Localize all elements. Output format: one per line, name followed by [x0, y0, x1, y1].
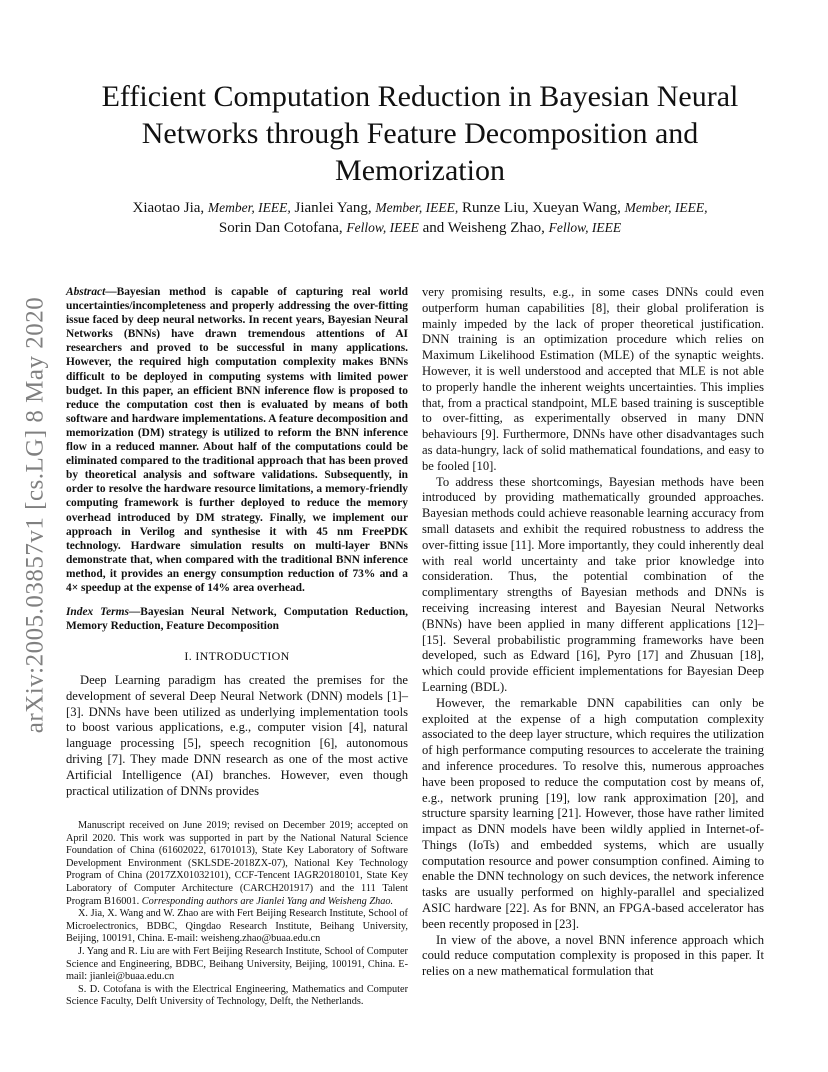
author-text: Xiaotao Jia,: [132, 200, 208, 216]
paper-title: Efficient Computation Reduction in Bayesian Neural Networks through Feature Decomposition and Memorization: [101, 80, 739, 187]
index-terms-label: Index Terms: [66, 606, 129, 619]
footnote-affiliation: S. D. Cotofana is with the Electrical Engineering, Mathematics and Computer Science Faculty, Delft University of Technology, Delft, the Netherlands.: [66, 983, 408, 1008]
body-paragraph: very promising results, e.g., in some cases DNNs could even outperform human capabilities [8], their global proliferation is mainly impeded by the lack of proper theoretical justification. DNN training is an optimization procedure which relies on Maximum Likelihood Estimation (MLE) of the synaptic weights. However, it is well understood and accepted that MLE is not able to properly handle the inherent weights uncertainties. This implies that, from a practical standpoint, MLE based training is susceptible to over-fitting, as experimentally observed in many DNN behaviours [9]. Furthermore, DNNs have other disadvantages such as data-hungry, lack of solid mathematical foundations, and easy to be fooled [10].: [422, 285, 764, 473]
author-affiliation: Member, IEEE,: [624, 200, 708, 215]
author-line-1: [70, 198, 770, 218]
body-paragraph: However, the remarkable DNN capabilities can only be exploited at the expense of a high computation complexity associated to the deep layer structure, which requires the utilization of high performance computing resources to accelerate the training and inference procedures. To resolve this, numerous approaches have been proposed to reduce the computation cost by means of, e.g., network pruning [19], low rank approximation [20], and structure sparsity learning [21]. However, those have rather limited impact as DNN models have been wildly applied in Internet-of-Things (IoTs) and embedded systems, which are usually computation resource and power consumption confined. Aiming to enable the DNN technology on such devices, the network inference tasks are usually performed on highly-parallel and specialized ASIC hardware [22]. As for BNN, an FPGA-based accelerator has been recently proposed in [23].: [422, 695, 764, 931]
arxiv-identifier: arXiv:2005.03857v1 [cs.LG] 8 May 2020: [21, 296, 48, 734]
body-paragraph: To address these shortcomings, Bayesian methods have been introduced by providing mathematically grounded approaches. Bayesian methods could achieve reasonable learning accuracy from small datasets and exhibit the required robustness to address the over-fitting issue [11]. More importantly, they could inherently deal with real world uncertainty and take prior knowledge into consideration. Thus, the potential combination of the complimentary strengths of Bayesian methods and DNNs is receiving increasing interest and Bayesian Neural Networks (BNNs) have been applied in many different applications [12]–[15]. Several probabilistic programming frameworks have been developed, such as Edward [16], Pyro [17] and Zhusuan [18], which could provide efficient implementations for Bayesian Deep Learning (BDL).: [422, 474, 764, 694]
author-affiliation: Fellow, IEEE: [346, 220, 419, 235]
index-terms-text: —Bayesian Neural Network, Computation Reduction, Memory Reduction, Feature Decomposition: [66, 606, 408, 633]
footnote-manuscript: Manuscript received on June 2019; revised on December 2019; accepted on April 2020. This work was supported in part by the National Natural Science Foundation of China (61602022, 61701013), State Key Laboratory of Software Development Environment (SKLSDE-2018ZX-07), National Key Technology Program of China (2017ZX01032101), CCF-Tencent IAGR20180101, State Key Laboratory of Computer Architecture (CARCH201917) and the 111 Talent Program B16001. Corresponding authors are Jianlei Yang and Weisheng Zhao.: [66, 820, 408, 907]
author-line-2: [70, 218, 770, 238]
footnotes: [66, 820, 408, 1009]
body-paragraph: Deep Learning paradigm has created the premises for the development of several Deep Neural Network (DNN) models [1]–[3]. DNNs have been utilized as underlying implementation tools to boost various applications, e.g., computer vision [4], natural language processing [5], speech recognition [6], autonomous driving [7]. They made DNN research as one of the most active Artificial Intelligence (AI) branches. However, even though practical utilization of DNNs provides: [66, 673, 408, 798]
right-column: [422, 285, 764, 980]
body-paragraph: In view of the above, a novel BNN inference approach which could reduce computation complexity is proposed in this paper. It relies on a new mathematical formulation that: [422, 932, 764, 979]
footnote-corresponding: Corresponding authors are Jianlei Yang and Weisheng Zhao.: [141, 895, 394, 907]
abstract-label: Abstract: [66, 286, 106, 298]
author-text: Sorin Dan Cotofana,: [218, 220, 347, 236]
footnote-affiliation: J. Yang and R. Liu are with Fert Beijing Research Institute, School of Computer Science and Engineering, BDBC, Beihang University, Beijing, 100191, China. E-mail: jianlei@buaa.edu.cn: [66, 945, 408, 983]
author-list: [70, 198, 770, 238]
author-affiliation: Member, IEEE,: [207, 200, 291, 215]
abstract-text: —Bayesian method is capable of capturing real world uncertainties/incompleteness and properly addressing the over-fitting issue faced by deep neural networks. In recent years, Bayesian Neural Networks (BNNs) have drawn tremendous attentions of AI researchers and proved to be successful in many applications. However, the required high computation complexity makes BNNs difficult to be deployed in computing systems with limited power budget. In this paper, an efficient BNN inference flow is proposed to reduce the computation cost then is evaluated by means of both software and hardware implementations. A feature decomposition and memorization (DM) strategy is utilized to reform the BNN inference flow in a reduced manner. About half of the computations could be eliminated compared to the traditional approach that has been proved by theoretical analysis and software validations. Subsequently, in order to resolve the hardware resource limitations, a memory-friendly computing framework is further deployed to reduce the memory overhead introduced by DM strategy. Finally, we implement our approach in Verilog and synthesise it with 45 nm FreePDK technology. Hardware simulation results on multi-layer BNNs demonstrate that, when compared with the traditional BNN inference method, it provides an energy consumption reduction of 73% and a 4× speedup at the expense of 14% area overhead.: [66, 286, 408, 594]
author-text: and Weisheng Zhao,: [418, 220, 549, 236]
author-text: Runze Liu, Xueyan Wang,: [458, 200, 625, 216]
author-affiliation: Member, IEEE,: [375, 200, 459, 215]
author-text: Jianlei Yang,: [290, 200, 376, 216]
index-terms: [66, 605, 408, 633]
arxiv-sidebar-stamp: [10, 280, 60, 750]
footnote-affiliation: X. Jia, X. Wang and W. Zhao are with Fert Beijing Research Institute, School of Microelectronics, BDBC, Qingdao Research Institute, Beihang University, Beijing, 100191, China. E-mail: weisheng.zhao@buaa.edu.cn: [66, 908, 408, 945]
abstract: [66, 285, 408, 595]
author-affiliation: Fellow, IEEE: [548, 220, 622, 235]
left-column: [66, 285, 408, 799]
section-heading-introduction: I. INTRODUCTION: [184, 649, 290, 664]
